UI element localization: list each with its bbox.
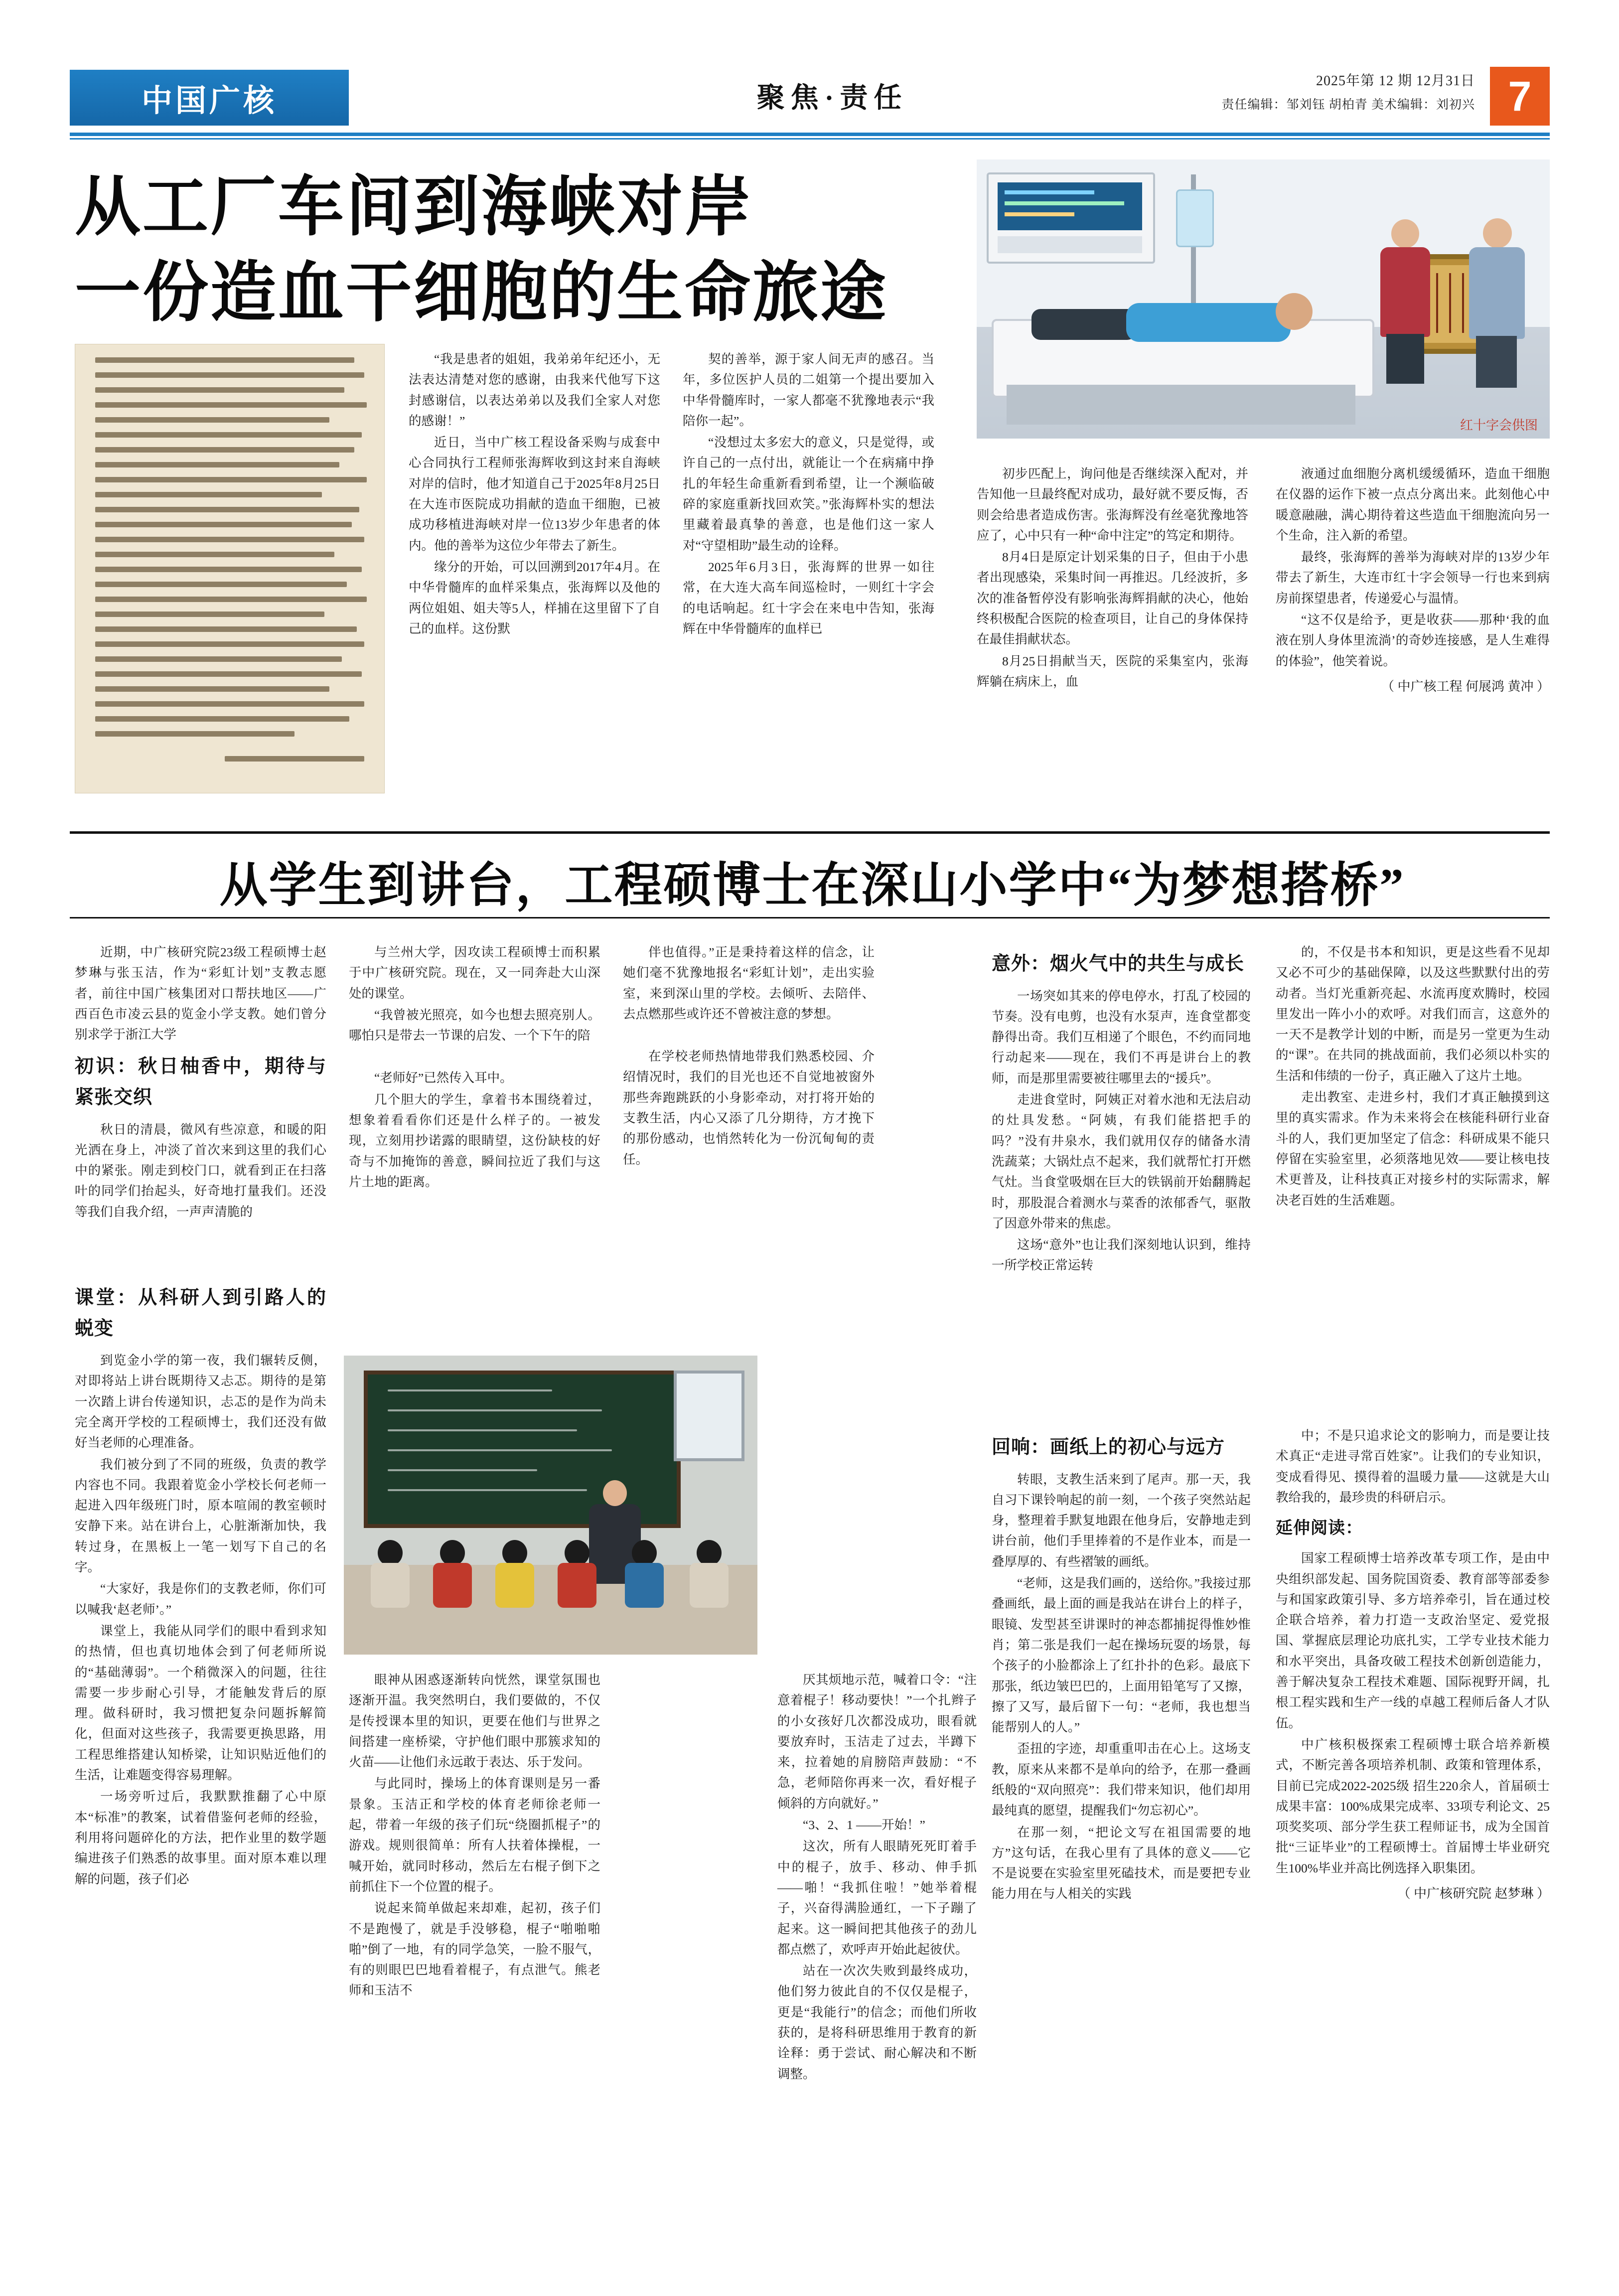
handwritten-letter-image	[75, 344, 385, 793]
classroom-photo	[344, 1356, 757, 1655]
masthead	[70, 70, 1550, 130]
story2-subhead-4: 回响：画纸上的初心与远方	[992, 1437, 1225, 1458]
story1-byline: （ 中广核工程 何展鸿 黄冲 ）	[1381, 679, 1550, 694]
story2-byline: （ 中广核研究院 赵梦琳 ）	[1397, 1886, 1550, 1901]
story1-column-3: 初步匹配上，询问他是否继续深入配对，并告知他一旦最终配对成功，最好就不要反悔，否则会给患者造成伤害。张海辉没有丝毫犹豫地答应了，心中只有一种“命中注定”的笃定和期待。 8月4日是原定计划采集的日子，但由于小患者出现感染，采集时间一再推迟。几经波折，多次的准备暂停没有影响张海辉捐献的决心，他始终积极配合医院的检查项目，让自己的身体保持在最佳捐献状态。 8月25日捐献当天，医院的采集室内，张海辉躺在病床上，血	[977, 466, 1248, 689]
story1-column-1: “我是患者的姐姐，我弟弟年纪还小，无法表达清楚对您的感谢，由我来代他写下这封感谢信，以表达弟弟以及我们全家人对您的感谢！” 近日，当中广核工程设备采购与成套中心合同执行工程师张海辉收到这封来自海峡对岸的信时，他才知道自己于2025年8月25日在大连市医院成功捐献的造血干细胞，已被成功移植进海峡对岸一位13岁少年患者的体内。他的善举为这位少年带去了新生。 缘分的开始，可以回溯到2017年4月。在中华骨髓库的血样采集点，张海辉以及他的两位姐姐、姐夫等5人，样捕在这里留下了自己的血样。这份默	[409, 352, 660, 636]
story2-column-3: 伴也值得。”正是秉持着这样的信念，让她们毫不犹豫地报名“彩虹计划”，走出实验室，来到深山里的学校。去倾听、去陪伴、去点燃那些或许还不曾被注意的梦想。 在学校老师热情地带我们熟悉校园、介绍情况时，我们的目光也还不自觉地被窗外那些奔跑跳跃的小身影牵动，对打将开始的支教生活，内心又添了几分期待，方才挽下的那份感动，也悄然转化为一份沉甸甸的责任。	[623, 945, 875, 1167]
person-right	[1465, 218, 1530, 388]
story2-column-2b: 眼神从困惑逐渐转向恍然，课堂氛围也逐渐开温。我突然明白，我们要做的，不仅是传授课本里的知识，更要在他们与世界之间搭建一座桥梁，守护他们眼中那簇求知的火苗——让他们永远敢于表达、乐于发问。 与此同时，操场上的体育课则是另一番景象。玉洁正和学校的体育老师徐老师一起，带着一年级的孩子们玩“绕圈抓棍子”的游戏。规则很简单：所有人扶着体操棍，一喊开始，就同时移动，然后左右棍子倒下之前抓住下一个位置的棍子。 说起来简单做起来却难，起初，孩子们不是跑慢了，就是手没够稳，棍子“啪啪啪啪”倒了一地，有的同学急笑，一脸不服气，有的则眼巴巴地看着棍子，有点泄气。熊老师和玉洁不	[349, 1673, 600, 1998]
apheresis-machine-icon	[987, 172, 1155, 264]
section-title: 聚焦·责任	[756, 83, 908, 114]
story1-photo	[977, 159, 1550, 439]
story1-column-4: 液通过血细胞分离机缓缓循环，造血干细胞在仪器的运作下被一点点分离出来。此刻他心中暖意融融，满心期待着这些造血干细胞流向另一个生命，注入新的希望。 最终，张海辉的善举为海峡对岸的13岁少年带去了新生，大连市红十字会领导一行也来到病房前探望患者，传递爱心与温情。 “这不仅是给予，更是收获——那种‘我的血液在别人身体里流淌’的奇妙连接感，是人生难得的体验”，他笑着说。 （ 中广核工程 何展鸿 黄冲 ）	[1276, 463, 1550, 697]
story1-headline	[75, 164, 967, 335]
story2-subhead-2: 课堂：从科研人到引路人的蜕变	[75, 1287, 326, 1339]
story1-column-2: 契的善举，源于家人间无声的感召。当年，多位医护人员的二姐第一个提出要加入中华骨髓库时，一家人都毫不犹豫地表示“我陪你一起”。 “没想过太多宏大的意义，只是觉得，或许自己的一点付出，就能让一个在病痛中挣扎的年轻生命重新看到希望，让一个濒临破碎的家庭重新找回欢笑。”张海辉朴实的想法里藏着最真挚的善意，也是他们这一家人对“守望相助”最生动的诠释。 2025年6月3日，张海辉的世界一如往常，在大连大高车间巡检时，一则红十字会的电话响起。红十字会在来电中告知，张海辉在中华骨髓库的血样已	[683, 352, 934, 636]
story2-subhead-5: 延伸阅读：	[1276, 1519, 1363, 1538]
person-left	[1375, 219, 1435, 384]
story2-column-3b: 厌其烦地示范，喊着口令：“注意着棍子！移动要快！”一个扎辫子的小女孩好几次都没成功，眼看就要放弃时，玉洁走了过去，半蹲下来，拉着她的肩膀陪声鼓励：“不急，老师陪你再来一次，看好棍子倾斜的方向就好。” “3、2、1 ——开始！” 这次，所有人眼睛死死盯着手中的棍子，放手、移动、伸手抓——啪！“我抓住啦！”她举着棍子，兴奋得满脸通红，一下子蹦了起来。这一瞬间把其他孩子的劲儿都点燃了，欢呼声开始此起彼伏。 站在一次次失败到最终成功，他们努力彼此自的不仅仅是棍子，更是“我能行”的信念；而他们所收获的，是将科研思维用于教育的新诠释：勇于尝试、耐心解决和不断调整。	[777, 1673, 977, 2081]
masthead-meta	[852, 70, 1475, 113]
page-number: 7	[1490, 67, 1550, 126]
photo-credit: 红十字会供图	[1460, 418, 1538, 433]
story1-headline-line2: 一份造血干细胞的生命旅途	[75, 256, 888, 329]
story2-column-4: 意外：烟火气中的共生与成长 一场突如其来的停电停水，打乱了校园的节奏。没有电剪，也没有水泵声，连食堂都变静得出奇。我们互相递了个眼色，不约而同地行动起来——现在，我们不再是讲台上的教师，而是那里需要被往哪里去的“援兵”。 走进食堂时，阿姨正对着水池和无法启动的灶具发愁。“阿姨，有我们能搭把手的吗？”没有井泉水，我们就用仅存的储备水清洗蔬菜；大锅灶点不起来，我们就帮忙打开燃气灶。当食堂吸烟在巨大的铁锅前开始翻腾起时，那股混合着测水与菜香的浓郁香气，驱散了因意外带来的焦虑。 这场“意外”也让我们深刻地认识到，维持一所学校正常运转	[992, 942, 1251, 1277]
story2-column-1: 近期，中广核研究院23级工程硕博士赵梦琳与张玉洁，作为“彩虹计划”支教志愿者，前往中国广核集团对口帮扶地区——广西百色市凌云县的览金小学支教。她们曾分别求学于浙江大学 初识：秋日柚香中，期待与紧张交织 秋日的清晨，微风有些凉意，和暖的阳光洒在身上，冲淡了首次来到这里的我们心中的紧张。刚走到校门口，就看到正在扫落叶的同学们抬起头，好奇地打量我们。还没等我们自我介绍，一声声清脆的	[75, 945, 326, 1219]
publication-logo: 中国广核	[70, 70, 349, 126]
story2-subhead-3: 意外：烟火气中的共生与成长	[992, 953, 1245, 974]
story2-column-5b: 中；不是只追求论文的影响力，而是要让技术真正“走进寻常百姓家”。让我们的专业知识，变成看得见、摸得着的温暖力量——这就是大山教给我的，最珍贵的科研启示。 延伸阅读： 国家工程硕博士培养改革专项工作，是由中央组织部发起、国务院国资委、教育部等部委参与和国家政策引导、多方培养牵引，旨在通过校企联合培养，着力打造一支政治坚定、爱党报国、掌握底层理论功底扎实，工学专业技术能力和水平突出，具备攻破工程技术创新创造能力，善于解决复杂工程技术难题、国际视野开阔，扎根工程实践和生产一线的卓越工程师后备人才队伍。 中广核积极探索工程硕博士联合培养新模式，不断完善各项培养机制、政策和管理体系，目前已完成2022-2025级 招生220余人，首届硕士成果丰富：100%成果完成率、33项专利论文、25项奖奖项、部分学生获工程师证书，成为全国首批“三证毕业”的工程硕博士。首届博士毕业研究生100%毕业并高比例选择入职集团。 （ 中广核研究院 赵梦琳 ）	[1276, 1425, 1550, 1904]
issue-date: 2025年第 12 期 12月31日	[1316, 73, 1475, 89]
masthead-rule-thin	[70, 138, 1550, 140]
story2-column-4b: 的，不仅是书本和知识，更是这些看不见却又必不可少的基础保障，以及这些默默付出的劳动者。当灯光重新亮起、水流再度欢腾时，校园里发出一阵小小的欢呼。对我们而言，这意外的一天不是教学计划的中断，而是另一堂更为生动的“课”。在共同的挑战面前，我们必须以朴实的生活和伟绩的一份子，真正融入了这片土地。 走出教室、走进乡村，我们才真正触摸到这里的真实需求。作为未来将会在核能科研行业奋斗的人，我们更加坚定了信念：科研成果不能只停留在实验室里，必须落地见效——要让核电技术更普及，让科技真正对接乡村的实际需求，解决老百姓的生活难题。	[1276, 945, 1550, 1208]
story2-column-2: 与兰州大学，因攻读工程硕博士而积累于中广核研究院。现在，又一同奔赴大山深处的课堂。 “我曾被光照亮，如今也想去照亮别人。哪怕只是带去一节课的启发、一个下午的陪 “老师好”已然传入耳中。 几个胆大的学生，拿着书本围绕着过，想象着看看你们还是什么样子的。一被发现，立刻用抄诺露的眼睛望，这份缺枝的好奇与不加掩饰的善意，瞬间拉近了我们与这片土地的距离。	[349, 945, 600, 1189]
story2-column-5: 回响：画纸上的初心与远方 转眼，支教生活来到了尾声。那一天，我自习下课铃响起的前一刻，一个孩子突然站起身，整理着手默复地跟在他身后，安静地走到讲台前，他们手里捧着的不是作业本，而是一叠厚厚的、有些褶皱的画纸。 “老师，这是我们画的，送给你。”我接过那叠画纸，最上面的画是我站在讲台上的样子，眼镜、发型甚至讲课时的神态都捕捉得惟妙惟肖；第二张是我们一起在操场玩耍的场景，每个孩子的小脸都涂上了红扑扑的色彩。最底下那张，纸边皱巴巴的，上面用铅笔写了又擦，擦了又写，最后留下一句：“老师，我也想当能帮别人的人。” 歪扭的字迹，却重重叩击在心上。这场支教，原来从来都不是单向的给予，在那一叠画纸般的“双向照亮”：我们带来知识，他们却用最纯真的愿望，提醒我们“勿忘初心”。 在那一刻，“把论文写在祖国需要的地方”这句话，在我心里有了具体的意义——它不是说要在实验室里死磕技术，而是要把专业能力用在与人相关的实践	[992, 1425, 1251, 1905]
story1-headline-line1: 从工厂车间到海峡对岸	[75, 170, 752, 244]
story2-column-1b: 课堂：从科研人到引路人的蜕变 到览金小学的第一夜，我们辗转反侧，对即将站上讲台既期待又忐忑。期待的是第一次踏上讲台传递知识，忐忑的是作为尚未完全离开学校的工程硕博士，我们还没有做好当老师的心理准备。 我们被分到了不同的班级，负责的教学内容也不同。我跟着览金小学校长何老师一起进入四年级班门时，原本喧闹的教室顿时安静下来。站在讲台上，心脏渐渐加快，我转过身，在黑板上一笔一划写下自己的名字。 “大家好，我是你们的支教老师，你们可以喊我‘赵老师’。” 课堂上，我能从同学们的眼中看到求知的热情，但也真切地体会到了何老师所说的“基础薄弱”。一个稍微深入的问题，往往需要一步步耐心引导，才能触发背后的原理。做科研时，我习惯把复杂问题拆解简化，但面对这些孩子，我需要更换思路，用工程思维搭建认知桥梁，让知识贴近他们的生活，让难题变得容易理解。 一场旁听过后，我默默推翻了心中原本“标准”的教案，试着借鉴何老师的经验，利用将问题碎化的方法，把作业里的数学题编进孩子们熟悉的故事里。面对原本难以理解的问题，孩子们必	[75, 1276, 326, 1890]
section-divider	[70, 831, 1550, 834]
story2-headline: 从学生到讲台，工程硕博士在深山小学中“为梦想搭桥”	[219, 859, 1405, 912]
editor-credits: 责任编辑：邹刘钰 胡柏青 美术编辑：刘初兴	[1221, 98, 1475, 112]
masthead-rule	[70, 133, 1550, 136]
story2-subhead-1: 初识：秋日柚香中，期待与紧张交织	[75, 1056, 326, 1108]
section-divider-2	[70, 917, 1550, 918]
